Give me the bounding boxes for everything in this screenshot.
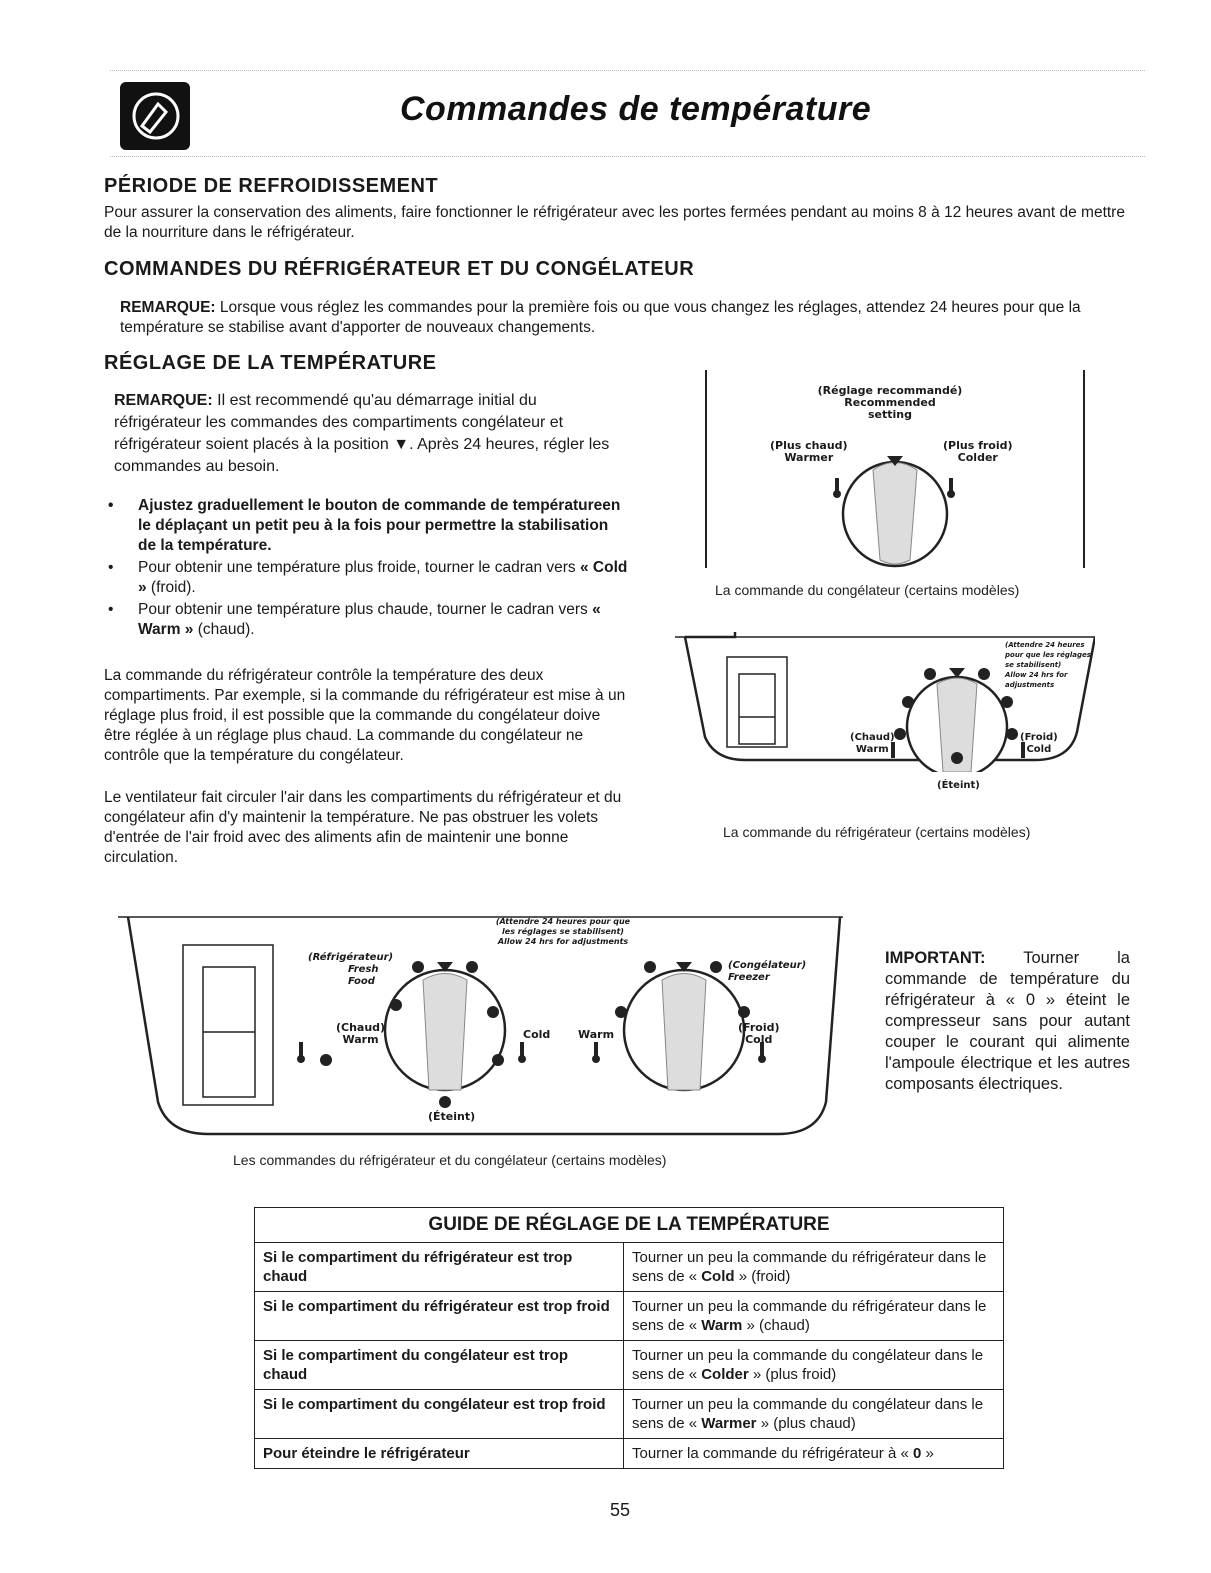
bullet-ajustez: • Ajustez graduellement le bouton de commande de températureen le déplaçant un petit peu à la fois pour permettre la stabilisation de la température. <box>108 496 628 556</box>
freezer-dial <box>815 430 975 570</box>
reglage-para2: Le ventilateur fait circuler l'air dans les compartiments du réfrigérateur et du congélateur afin d'y maintenir la température. Ne pas obstruer les volets d'entrée de l'air froid avec des aliments afin de maintenir une bonne circulation. <box>104 789 622 866</box>
remarque-commandes: REMARQUE: Lorsque vous réglez les commandes pour la première fois ou que vous changez les réglages, attendez 24 heures pour que la température se stabilise avant d'apporter de nouveaux changements. <box>120 299 1081 336</box>
figure-both-controls: (Réfrigérateur) Fresh Food (Attendre 24 heures pour que les réglages se stabilisent) Allow 24 hrs for adjustments (Congélateur) Freezer (Chaud) Warm Cold Warm (Froid) Cold (Éteint) Les commandes du réfrigérateur et du congélateur (certains modèles) <box>118 912 843 1142</box>
page-number: 55 <box>609 1500 631 1520</box>
figure-freezer-control: (Réglage recommandé) Recommended setting (Plus chaud) Warmer (Plus froid) Colder La commande du congélateur (certains modèles) <box>705 370 1085 570</box>
table-row: Si le compartiment du congélateur est trop chaud Tourner un peu la commande du congélateur dans le sens de « Colder » (plus froid) <box>255 1341 1004 1390</box>
refroidissement-text: Pour assurer la conservation des aliments, faire fonctionner le réfrigérateur avec les portes fermées pendant au moins 8 à 12 heures avant de mettre de la nourriture dans le réfrigérateur. <box>104 204 1125 241</box>
temperature-guide <box>254 1207 1004 1469</box>
heading-reglage: RÉGLAGE DE LA TEMPÉRATURE <box>104 352 437 374</box>
caption-fridge: La commande du réfrigérateur (certains modèles) <box>723 824 1031 840</box>
reglage-bullets <box>108 496 628 642</box>
thermometer-hand-icon <box>120 82 190 150</box>
figure-fridge-control: (Attendre 24 heures pour que les réglages se stabilisent) Allow 24 hrs for adjustments (Chaud) Warm (Froid) Cold (Éteint) La commande du réfrigérateur (certains modèles) <box>675 632 1095 822</box>
heading-commandes: COMMANDES DU RÉFRIGÉRATEUR ET DU CONGÉLATEUR <box>104 258 695 280</box>
table-row: Pour éteindre le réfrigérateur Tourner la commande du réfrigérateur à « 0 » <box>255 1439 1004 1469</box>
important-note: IMPORTANT: Tourner la commande de température du réfrigérateur à « 0 » éteint le compresseur sans pour autant couper le courant qui alimente l'ampoule électrique et les autres composants électriques. <box>885 949 1130 1093</box>
remarque-reglage: REMARQUE: Il est recommendé qu'au démarrage initial du réfrigérateur les commandes des compartiments congélateur et réfrigérateur soient placés à la position ▼. Après 24 heures, régler les commandes au besoin. <box>114 392 610 475</box>
table-row: Si le compartiment du réfrigérateur est trop chaud Tourner un peu la commande du réfrigérateur dans le sens de « Cold » (froid) <box>255 1243 1004 1292</box>
heading-refroidissement: PÉRIODE DE REFROIDISSEMENT <box>104 175 439 197</box>
caption-freezer: La commande du congélateur (certains modèles) <box>715 582 1020 598</box>
page-title: Commandes de température <box>400 90 872 128</box>
caption-both: Les commandes du réfrigérateur et du congélateur (certains modèles) <box>233 1152 667 1168</box>
table-row: Si le compartiment du congélateur est trop froid Tourner un peu la commande du congélateur dans le sens de « Warmer » (plus chaud) <box>255 1390 1004 1439</box>
table-row: Si le compartiment du réfrigérateur est trop froid Tourner un peu la commande du réfrigérateur dans le sens de « Warm » (chaud) <box>255 1292 1004 1341</box>
bullet-warm: • Pour obtenir une température plus chaude, tourner le cadran vers « Warm » (chaud). <box>108 600 628 640</box>
bullet-cold: • Pour obtenir une température plus froide, tourner le cadran vers « Cold » (froid). <box>108 558 628 598</box>
reglage-para1: La commande du réfrigérateur contrôle la température des deux compartiments. Par exemple, si la commande du réfrigérateur est mise à un réglage plus froid, il est possible que la commande du congélateur doive être réglée à un réglage plus chaud. La commande du congélateur ne contrôle que la température du congélateur. <box>104 667 626 764</box>
guide-title: GUIDE DE RÉGLAGE DE LA TEMPÉRATURE <box>255 1208 1004 1243</box>
